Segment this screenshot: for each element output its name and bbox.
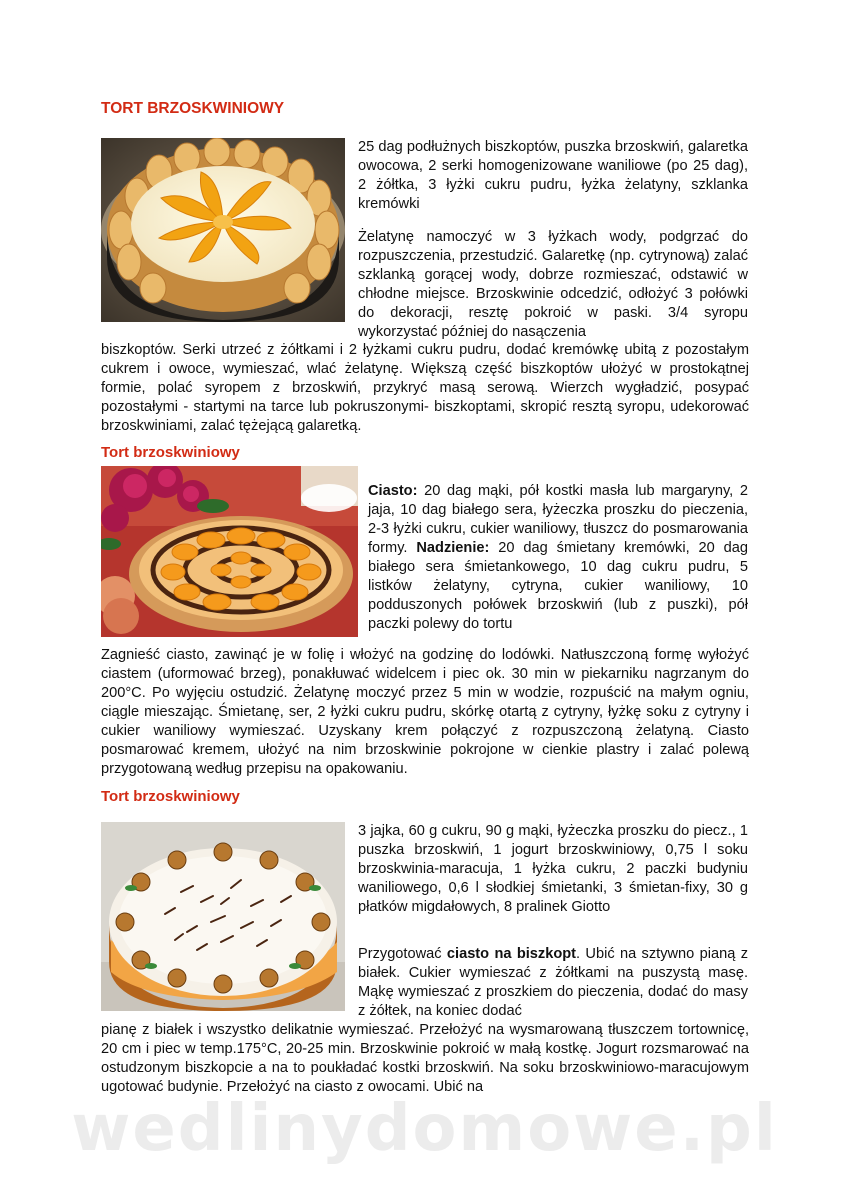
- recipe-2-ingredients: [368, 482, 748, 634]
- recipe-1-method-full: biszkoptów. Serki utrzeć z żółtkami i 2 łyżkami cukru pudru, dodać kremówkę ubitą z pozostałym cukrem i owoce, wymieszać, wlać żelatynę. Większą część biszkoptów ułożyć w prostokątnej formie, polać syropem z brzoskwiń, przykryć masą serową. Wierzch wygładzić, posypać pozostałymi - startymi na tarce lub pokruszonymi- biszkoptami, skropić resztą syropu, udekorować brzoskwiniami, zalać tężejącą galaretką.: [101, 342, 749, 434]
- recipe-2-method: Zagnieść ciasto, zawinąć je w folię i włożyć na godzinę do lodówki. Natłuszczoną formę wyłożyć ciastem (uformować brzeg), ponakłuwać widelcem i piec ok. 30 min w piekarniku nagrzanym do 200°C. Po wyjęciu ostudzić. Żelatynę moczyć przez 5 min w wodzie, rozpuścić na małym ogniu, ciągle mieszając. Śmietanę, ser, 2 łyżki cukru pudru, skórkę otartą z cytryny, łyżkę soku z cytryny i cukier waniliowy wymieszać. Uzyskany krem połączyć z rozpuszczoną żelatyną. Ciasto posmarować kremem, ułożyć na nim brzoskwinie pokrojone w cienkie plastry i zalać polewą przygotowaną według przepisu na opakowaniu.: [101, 647, 749, 777]
- dough-label: Ciasto:: [368, 483, 418, 499]
- recipe-1-ingredients: 25 dag podłużnych biszkoptów, puszka brzoskwiń, galaretka owocowa, 2 serki homogenizowane waniliowe (po 25 dag), 2 żółtka, 3 łyżki cukru pudru, łyżka żelatyny, szklanka kremówki: [358, 139, 748, 212]
- recipe-3-ingredients: 3 jajka, 60 g cukru, 90 g mąki, łyżeczka proszku do piecz., 1 puszka brzoskwiń, 1 jogurt brzoskwiniowy, 0,75 l soku brzoskwinia-maracuja, 1 łyżka cukru, 2 paczki budyniu waniliowego, 0,6 l słodkiej śmietanki, 3 śmietan-fixy, 30 g płatków migdałowych, 8 pralinek Giotto: [358, 823, 748, 915]
- peach-tart-with-flowers-photo: [101, 466, 358, 637]
- watermark: wedlinydomowe.pl: [71, 1092, 778, 1166]
- sponge-cake-label: ciasto na biszkopt: [446, 946, 577, 962]
- recipe-1-method-side: Żelatynę namoczyć w 3 łyżkach wody, podgrzać do rozpuszczenia, przestudzić. Galaretkę (np. cytrynową) zalać szklanką gorącej wody, dobrze rozmieszać, odstawić w chłodne miejsce. Brzoskwinie odcedzić, odłożyć 3 połówki do dekoracji, resztę pokroić w paski. 3/4 syropu wykorzystać później do nasączenia: [358, 229, 748, 340]
- recipe-3-method-full: pianę z białek i wszystko delikatnie wymieszać. Przełożyć na wysmarowaną tłuszczem tortownicę, 20 cm i piec w temp.175°C, 20-25 min. Brzoskwinie pokroić w małą kostkę. Jogurt rozsmarować na ostudzonym biszkopcie a na to poukładać kostki brzoskwiń. Na soku brzoskwiniowo-maracujowym ugotować budynie. Przełożyć na ciasto z owocami. Ubić na: [101, 1022, 749, 1095]
- recipe-3-method-side: [358, 945, 748, 1021]
- dough-ingredients: 20 dag mąki, pół kostki masła lub margaryny, 2 jaja, 10 dag białego sera, łyżeczka proszku do pieczenia, 2-3 łyżki cukru, cukier waniliowy, tłuszcz do posmarowania formy.: [368, 483, 748, 556]
- recipe-2-title: Tort brzoskwiniowy: [101, 444, 240, 461]
- filling-ingredients: 20 dag śmietany kremówki, 20 dag białego sera śmietankowego, 10 dag cukru pudru, 5 listków żelatyny, cytryna, cukier waniliowy, 10 podduszonych połówek brzoskwiń (lub z puszki), pół paczki polewy do tortu: [368, 540, 748, 632]
- filling-label: Nadzienie:: [416, 540, 490, 556]
- peach-cake-with-ladyfingers-photo: [101, 138, 345, 322]
- recipe-1-title: TORT BRZOSKWINIOWY: [101, 100, 285, 117]
- method-continuation: . Ubić na sztywno pianą z białek. Cukier wymieszać z żółtkami na puszystą masę. Mąkę wymieszać z proszkiem do pieczenia, dodać do masy z żółtek, na koniec dodać: [358, 946, 748, 1019]
- recipe-3-title: Tort brzoskwiniowy: [101, 788, 240, 805]
- cream-cake-with-pralines-photo: [101, 822, 345, 1011]
- method-intro: Przygotować: [358, 946, 442, 962]
